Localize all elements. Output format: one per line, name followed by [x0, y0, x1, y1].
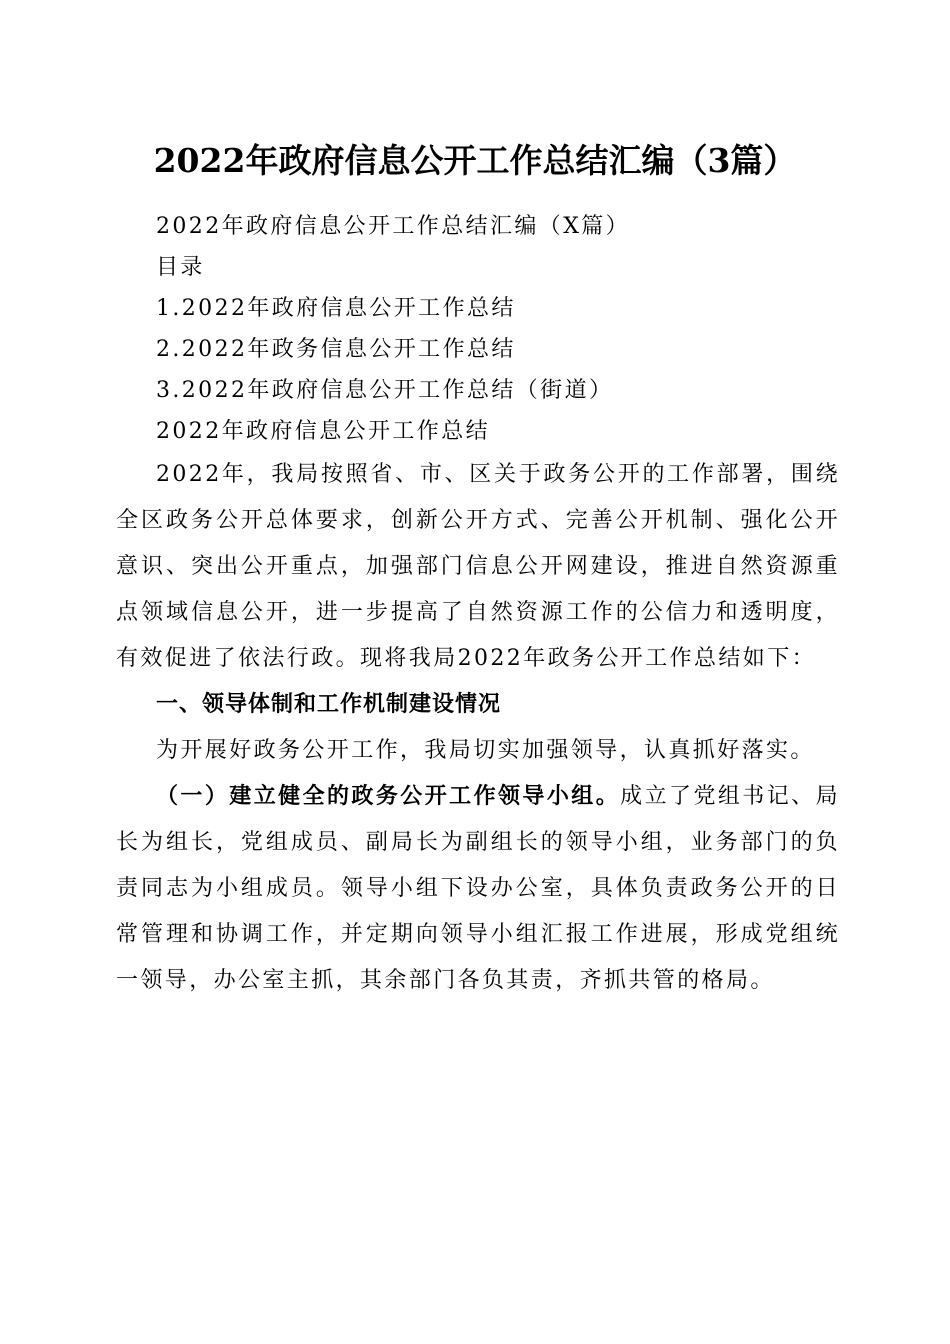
- sub-section-1-lead: （一）建立健全的政务公开工作领导小组。: [156, 784, 621, 809]
- toc-item: 1.2022年政府信息公开工作总结: [156, 296, 516, 321]
- toc-item: 3.2022年政府信息公开工作总结（街道）: [156, 378, 614, 403]
- intro-paragraph: 2022年，我局按照省、市、区关于政务公开的工作部署，围绕全区政务公开总体要求，创新公开方式、完善公开机制、强化公开意识、突出公开重点，加强部门信息公开网建设，推进自然资源重点领域信息公开，进一步提高了自然资源工作的公信力和透明度，有效促进了依法行政。现将我局2022年政务公开工作总结如下：: [116, 462, 840, 671]
- sub-section-1: [116, 774, 840, 1004]
- document-title: 2022年政府信息公开工作总结汇编（3篇）: [153, 141, 797, 180]
- sub-section-1-body: 成立了党组书记、局长为组长，党组成员、副局长为副组长的领导小组，业务部门的负责同志为小组成员。领导小组下设办公室，具体负责政务公开的日常管理和协调工作，并定期向领导小组汇报工作进展，形成党组统一领导，办公室主抓，其余部门各负其责，齐抓共管的格局。: [116, 784, 840, 993]
- heading-1: 一、领导体制和工作机制建设情况: [156, 692, 502, 717]
- section-title: 2022年政府信息公开工作总结: [156, 419, 490, 444]
- toc-item: 2.2022年政务信息公开工作总结: [156, 337, 516, 362]
- document-body: [116, 206, 840, 1004]
- paragraph-1: 为开展好政务公开工作，我局切实加强领导，认真抓好落实。: [156, 738, 815, 763]
- toc-label: 目录: [156, 255, 205, 280]
- toc-heading: 2022年政府信息公开工作总结汇编（X篇）: [156, 214, 631, 239]
